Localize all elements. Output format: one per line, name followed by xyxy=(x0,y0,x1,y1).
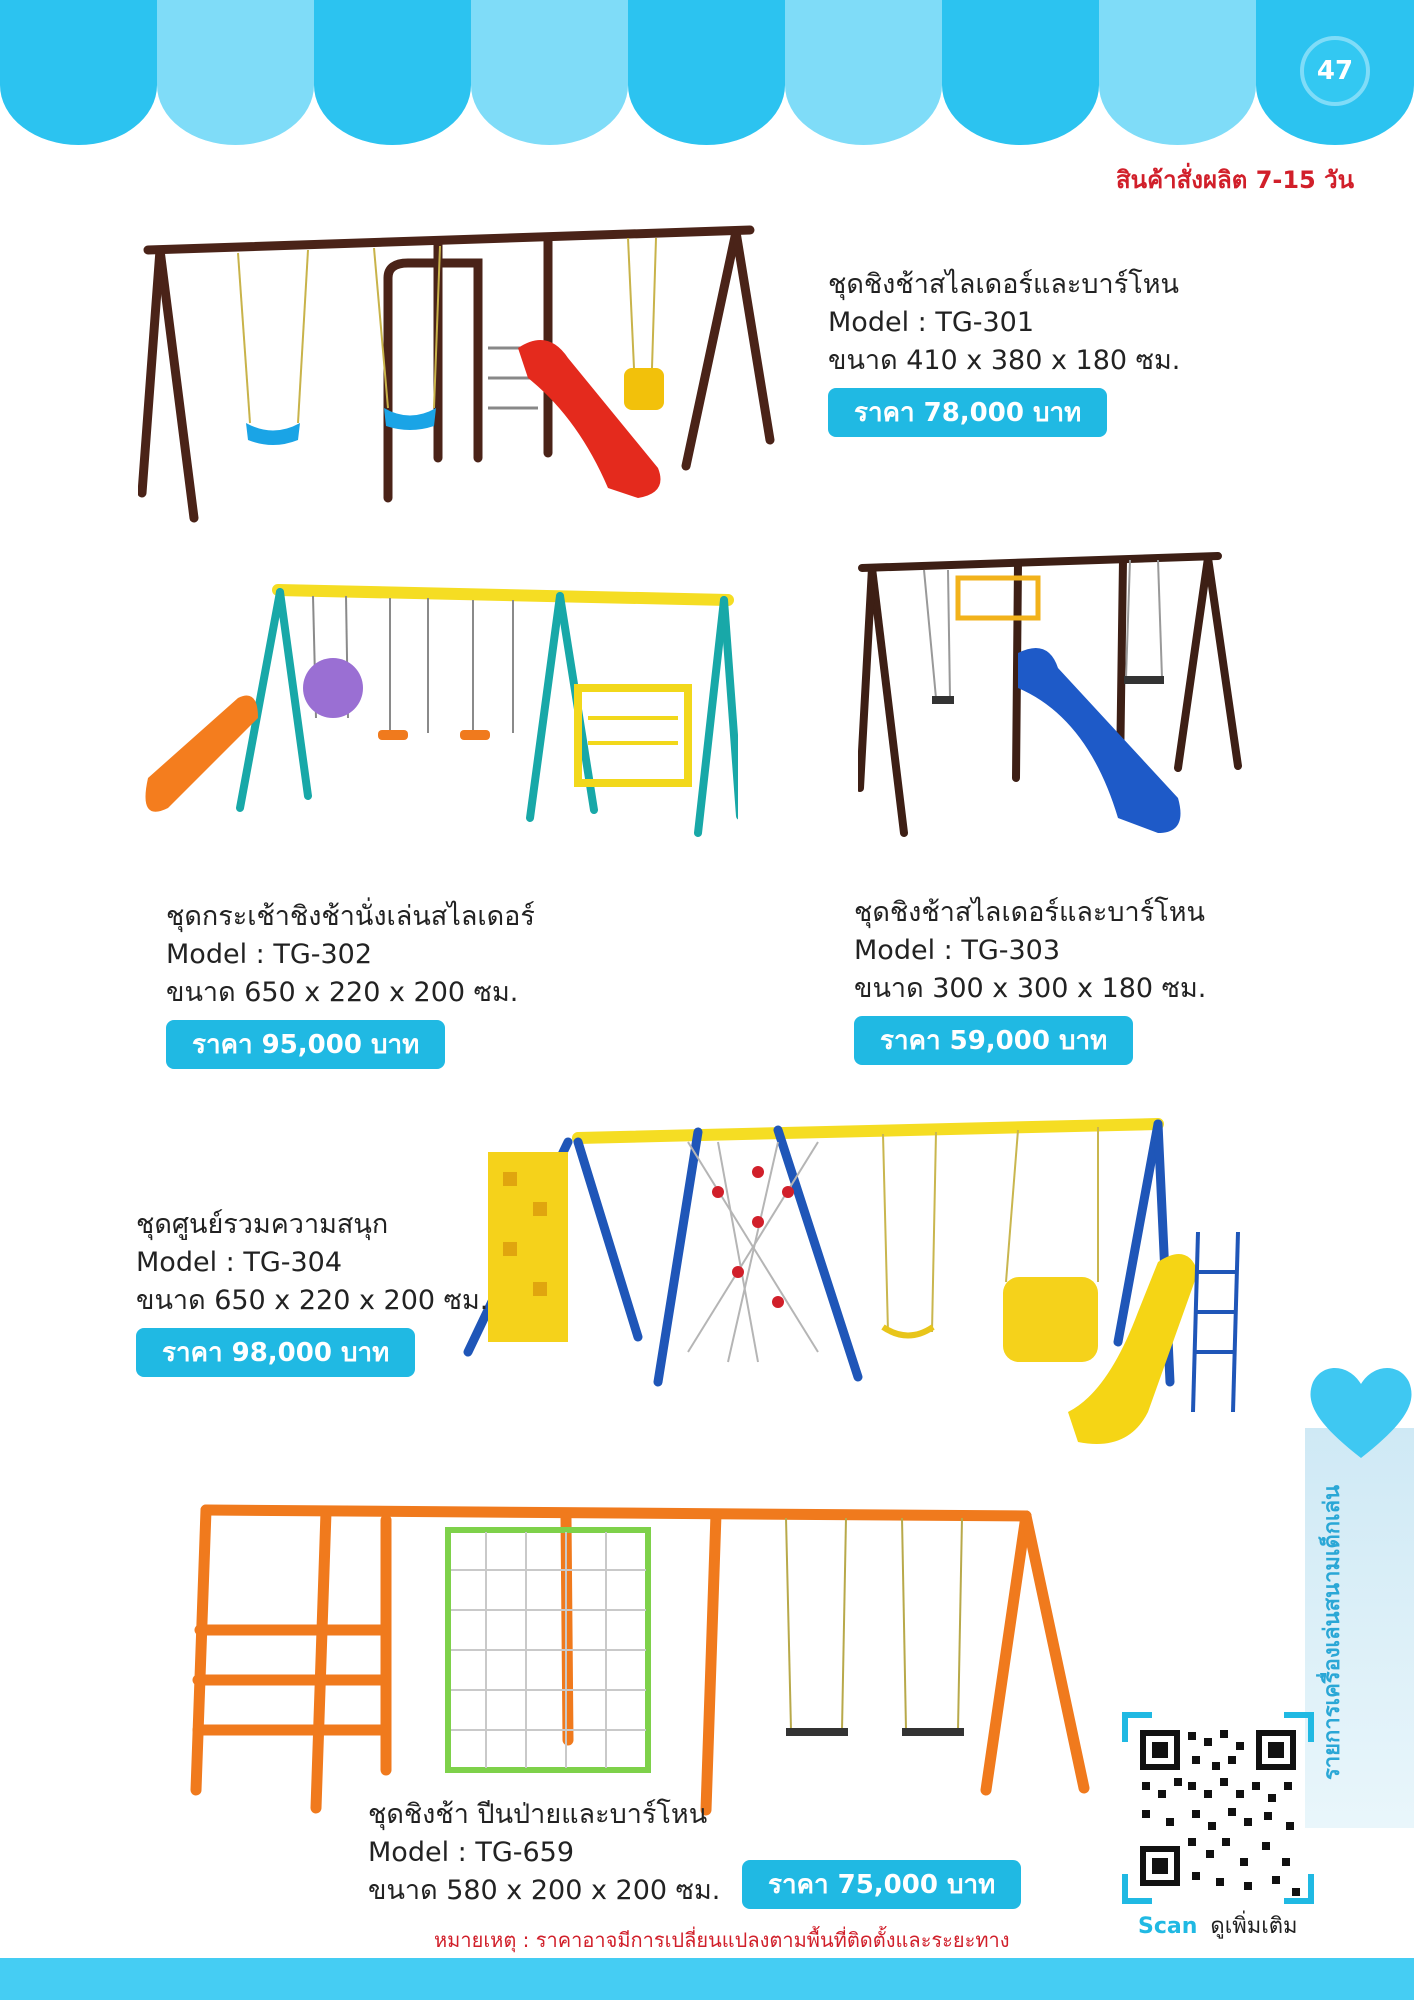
product-tg-302 xyxy=(166,898,535,1069)
product-model: Model : TG-304 xyxy=(136,1247,343,1278)
price-badge-tg-659: ราคา 75,000 บาท xyxy=(742,1860,1021,1909)
qr-code[interactable] xyxy=(1122,1712,1314,1904)
product-tg-303 xyxy=(854,894,1206,1065)
scan-label: Scan xyxy=(1138,1914,1198,1939)
product-model: Model : TG-659 xyxy=(368,1837,575,1868)
price-note: หมายเหตุ : ราคาอาจมีการเปลี่ยนแปลงตามพื้นที่ติดตั้งและระยะทาง xyxy=(434,1928,1010,1952)
product-tg-304 xyxy=(136,1206,488,1377)
price-badge: ราคา 95,000 บาท xyxy=(166,1020,445,1069)
price-badge: ราคา 98,000 บาท xyxy=(136,1328,415,1377)
side-tab-label: รายการเครื่องเล่นสนามเด็กเล่น xyxy=(1320,1484,1345,1780)
product-tg-659 xyxy=(368,1796,720,1910)
product-image-tg-304 xyxy=(458,1112,1298,1462)
scan-text: ดูเพิ่มเติม xyxy=(1210,1914,1298,1939)
product-size: ขนาด 300 x 300 x 180 ซม. xyxy=(854,973,1207,1004)
product-image-tg-301 xyxy=(138,218,788,528)
product-size: ขนาด 580 x 200 x 200 ซม. xyxy=(368,1875,721,1906)
product-model: Model : TG-303 xyxy=(854,935,1061,966)
product-size: ขนาด 650 x 220 x 200 ซม. xyxy=(166,977,519,1008)
product-title: ชุดชิงช้า ปีนป่ายและบาร์โหน xyxy=(368,1799,708,1830)
price-badge: ราคา 78,000 บาท xyxy=(828,388,1107,437)
heart-icon xyxy=(1305,1362,1414,1462)
page-number: 47 xyxy=(1300,36,1370,106)
lead-time-note: สินค้าสั่งผลิต 7-15 วัน xyxy=(1116,166,1354,194)
product-image-tg-302 xyxy=(128,578,738,848)
product-model: Model : TG-302 xyxy=(166,939,373,970)
scan-caption xyxy=(1138,1908,1298,1943)
product-tg-301 xyxy=(828,266,1180,437)
price-badge: ราคา 59,000 บาท xyxy=(854,1016,1133,1065)
product-image-tg-659 xyxy=(186,1490,1096,1820)
product-size: ขนาด 650 x 220 x 200 ซม. xyxy=(136,1285,489,1316)
awning-header xyxy=(0,0,1414,150)
product-title: ชุดกระเช้าชิงช้านั่งเล่นสไลเดอร์ xyxy=(166,901,535,932)
product-model: Model : TG-301 xyxy=(828,307,1035,338)
footer-bar xyxy=(0,1958,1414,2000)
product-title: ชุดชิงช้าสไลเดอร์และบาร์โหน xyxy=(854,897,1205,928)
product-title: ชุดชิงช้าสไลเดอร์และบาร์โหน xyxy=(828,269,1179,300)
product-title: ชุดศูนย์รวมความสนุก xyxy=(136,1209,389,1240)
product-image-tg-303 xyxy=(858,548,1248,848)
product-size: ขนาด 410 x 380 x 180 ซม. xyxy=(828,345,1181,376)
